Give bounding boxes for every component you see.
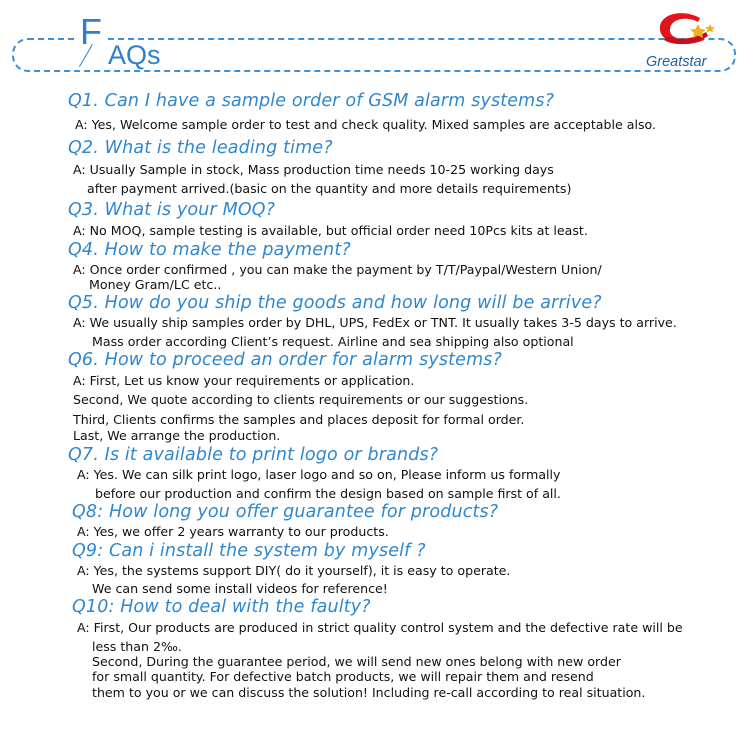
faq-question: Q4. How to make the payment? (68, 240, 351, 260)
faq-question: Q2. What is the leading time? (68, 138, 333, 158)
faq-question: Q3. What is your MOQ? (68, 200, 276, 220)
page-title: AQs (108, 40, 161, 70)
faq-answer-line: A: Yes, we offer 2 years warranty to our products. (77, 524, 389, 539)
faq-question: Q10: How to deal with the faulty? (72, 597, 371, 617)
faq-answer-line: A: Usually Sample in stock, Mass production time needs 10-25 working days (73, 162, 554, 177)
faq-question: Q6. How to proceed an order for alarm systems? (68, 350, 502, 370)
faq-answer-line: Money Gram/LC etc.. (89, 277, 222, 292)
brand-logo (644, 10, 744, 70)
faq-answer-line: Second, We quote according to clients requirements or our suggestions. (73, 392, 529, 407)
faq-question: Q7. Is it available to print logo or brands? (68, 445, 439, 465)
faq-answer-line: A: Yes. We can silk print logo, laser logo and so on, Please inform us formally (77, 467, 561, 482)
faq-question: Q9: Can i install the system by myself ? (72, 541, 426, 561)
page-title-initial: F (80, 11, 102, 52)
faq-answer-line: Last, We arrange the production. (73, 428, 281, 443)
faq-answer-line: Mass order according Client’s request. Airline and sea shipping also optional (92, 334, 574, 349)
faq-answer-line: A: Once order confirmed , you can make the payment by T/T/Paypal/Western Union/ (73, 262, 602, 277)
faq-answer-line: after payment arrived.(basic on the quantity and more details requirements) (87, 181, 572, 196)
faq-answer-line: A: No MOQ, sample testing is available, but official order need 10Pcs kits at least. (73, 223, 588, 238)
faq-answer-line: A: First, Our products are produced in strict quality control system and the defective rate will be (77, 620, 683, 635)
faq-answer-line: A: Yes, Welcome sample order to test and check quality. Mixed samples are acceptable also. (75, 117, 657, 132)
logo-text: Greatstar (646, 54, 707, 70)
faq-answer-line: Second, During the guarantee period, we will send new ones belong with new order (92, 654, 621, 669)
faq-answer-line: before our production and confirm the design based on sample first of all. (95, 486, 561, 501)
faq-answer-line: A: Yes, the systems support DIY( do it yourself), it is easy to operate. (77, 563, 511, 578)
faq-question: Q8: How long you offer guarantee for products? (72, 502, 499, 522)
faq-answer-line: for small quantity. For defective batch products, we will repair them and resend (92, 669, 594, 684)
faq-question: Q5. How do you ship the goods and how long will be arrive? (68, 293, 602, 313)
faq-answer-line: A: We usually ship samples order by DHL, UPS, FedEx or TNT. It usually takes 3-5 days to arrive. (73, 315, 677, 330)
faq-question: Q1. Can I have a sample order of GSM alarm systems? (68, 91, 555, 111)
faq-answer-line: We can send some install videos for reference! (92, 581, 388, 596)
faq-answer-line: less than 2‰. (92, 639, 182, 654)
faq-answer-line: them to you or we can discuss the solution! Including re-call according to real situation. (92, 685, 646, 700)
faq-answer-line: Third, Clients confirms the samples and places deposit for formal order. (73, 412, 525, 427)
greatstar-logo-icon (652, 10, 722, 52)
faq-answer-line: A: First, Let us know your requirements or application. (73, 373, 415, 388)
